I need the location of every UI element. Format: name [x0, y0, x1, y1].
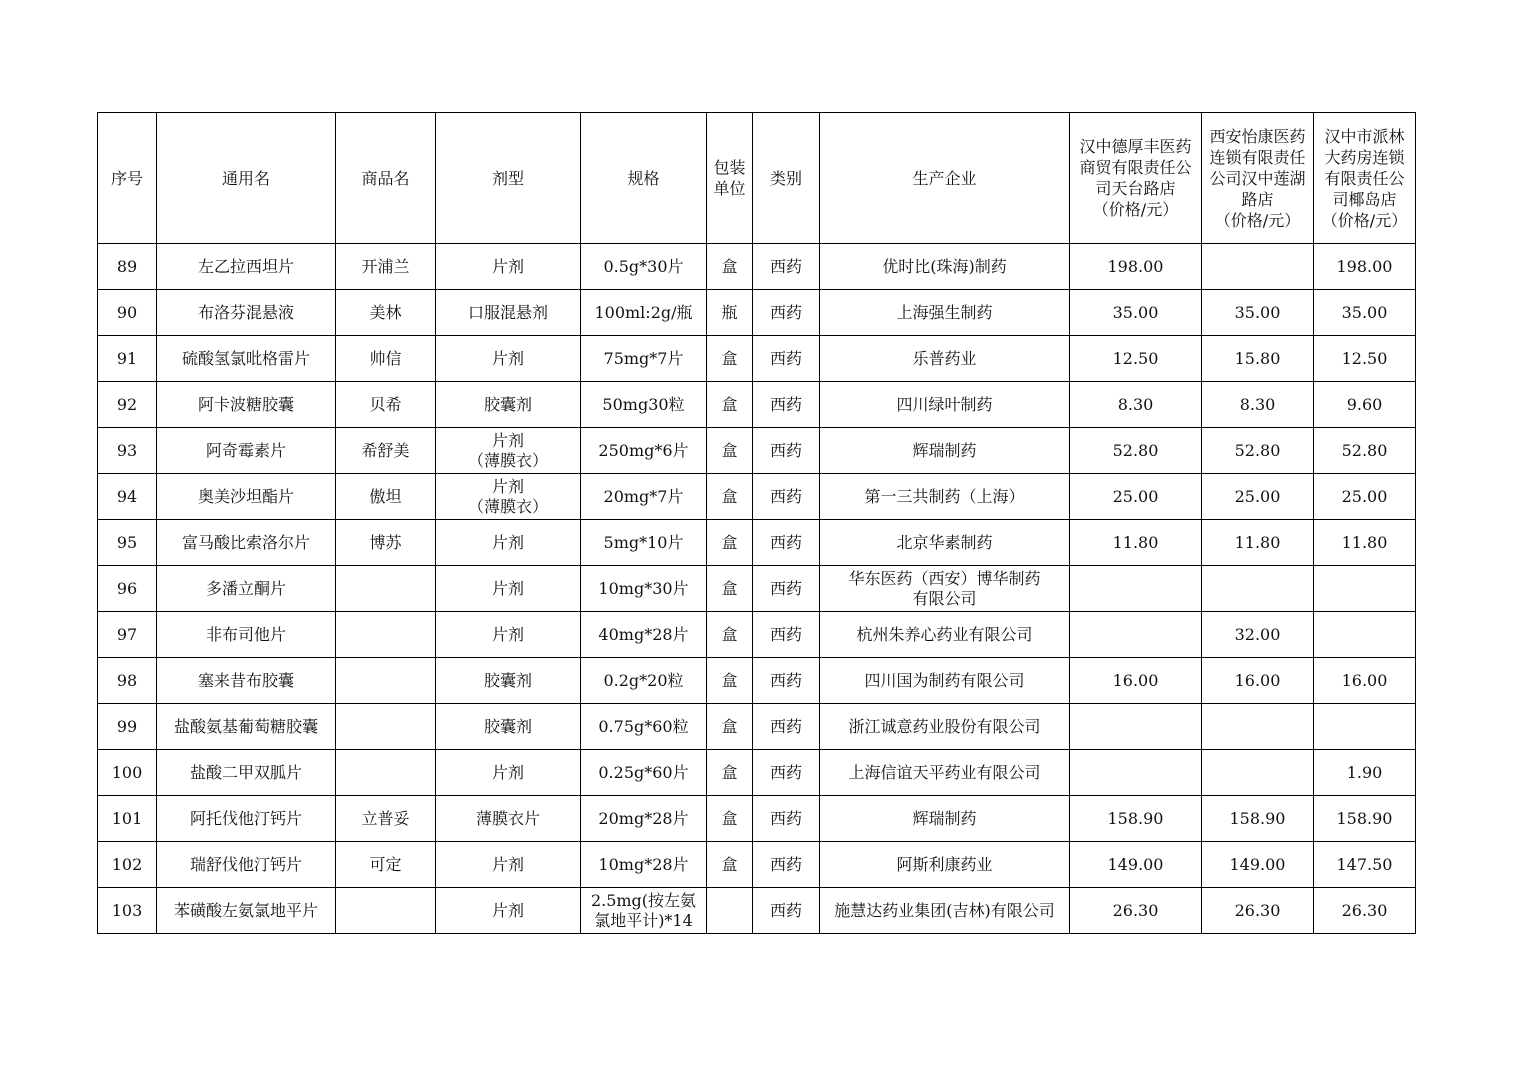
cell-price-store-1: 11.80 — [1070, 520, 1202, 566]
cell-manufacturer: 杭州朱养心药业有限公司 — [820, 612, 1070, 658]
cell-generic-name: 非布司他片 — [157, 612, 336, 658]
cell-dosage-form: 片剂 （薄膜衣） — [436, 474, 581, 520]
cell-dosage-form: 片剂 — [436, 566, 581, 612]
cell-category: 西药 — [753, 612, 820, 658]
cell-package-unit: 盒 — [707, 244, 753, 290]
cell-brand-name: 可定 — [336, 842, 436, 888]
cell-price-store-2: 16.00 — [1202, 658, 1314, 704]
cell-generic-name: 阿托伐他汀钙片 — [157, 796, 336, 842]
cell-dosage-form: 片剂 — [436, 520, 581, 566]
cell-spec: 2.5mg(按左氨 氯地平计)*14 — [581, 888, 707, 934]
cell-category: 西药 — [753, 566, 820, 612]
cell-brand-name — [336, 888, 436, 934]
table-row — [98, 704, 1416, 750]
cell-spec: 0.2g*20粒 — [581, 658, 707, 704]
cell-package-unit: 盒 — [707, 566, 753, 612]
cell-brand-name — [336, 612, 436, 658]
cell-manufacturer: 四川绿叶制药 — [820, 382, 1070, 428]
cell-brand-name: 立普妥 — [336, 796, 436, 842]
cell-price-store-1 — [1070, 704, 1202, 750]
cell-index: 93 — [98, 428, 157, 474]
cell-package-unit: 盒 — [707, 704, 753, 750]
cell-brand-name: 帅信 — [336, 336, 436, 382]
cell-package-unit: 盒 — [707, 796, 753, 842]
cell-category: 西药 — [753, 428, 820, 474]
cell-index: 89 — [98, 244, 157, 290]
cell-price-store-2: 15.80 — [1202, 336, 1314, 382]
cell-spec: 75mg*7片 — [581, 336, 707, 382]
cell-spec: 50mg30粒 — [581, 382, 707, 428]
cell-manufacturer: 四川国为制药有限公司 — [820, 658, 1070, 704]
cell-price-store-3: 1.90 — [1314, 750, 1416, 796]
cell-generic-name: 苯磺酸左氨氯地平片 — [157, 888, 336, 934]
cell-generic-name: 富马酸比索洛尔片 — [157, 520, 336, 566]
cell-price-store-2: 26.30 — [1202, 888, 1314, 934]
cell-index: 100 — [98, 750, 157, 796]
cell-price-store-3: 26.30 — [1314, 888, 1416, 934]
cell-index: 97 — [98, 612, 157, 658]
cell-brand-name — [336, 658, 436, 704]
cell-category: 西药 — [753, 796, 820, 842]
cell-price-store-2: 158.90 — [1202, 796, 1314, 842]
cell-price-store-1: 35.00 — [1070, 290, 1202, 336]
cell-category: 西药 — [753, 750, 820, 796]
cell-index: 91 — [98, 336, 157, 382]
cell-generic-name: 多潘立酮片 — [157, 566, 336, 612]
cell-category: 西药 — [753, 704, 820, 750]
cell-spec: 20mg*7片 — [581, 474, 707, 520]
cell-category: 西药 — [753, 290, 820, 336]
table-row — [98, 428, 1416, 474]
cell-brand-name: 傲坦 — [336, 474, 436, 520]
cell-category: 西药 — [753, 336, 820, 382]
cell-dosage-form: 口服混悬剂 — [436, 290, 581, 336]
col-header-category: 类别 — [753, 113, 820, 244]
table-row — [98, 382, 1416, 428]
cell-price-store-1: 12.50 — [1070, 336, 1202, 382]
cell-spec: 5mg*10片 — [581, 520, 707, 566]
table-row — [98, 658, 1416, 704]
cell-price-store-3: 25.00 — [1314, 474, 1416, 520]
cell-dosage-form: 片剂 — [436, 750, 581, 796]
cell-price-store-2 — [1202, 244, 1314, 290]
cell-dosage-form: 薄膜衣片 — [436, 796, 581, 842]
cell-dosage-form: 片剂 — [436, 888, 581, 934]
table-row — [98, 244, 1416, 290]
cell-price-store-2 — [1202, 566, 1314, 612]
cell-manufacturer: 北京华素制药 — [820, 520, 1070, 566]
table-row — [98, 750, 1416, 796]
table-row — [98, 520, 1416, 566]
cell-dosage-form: 片剂 — [436, 244, 581, 290]
cell-price-store-3: 158.90 — [1314, 796, 1416, 842]
cell-index: 92 — [98, 382, 157, 428]
cell-price-store-1 — [1070, 612, 1202, 658]
table-row — [98, 612, 1416, 658]
table-row — [98, 796, 1416, 842]
cell-price-store-1: 52.80 — [1070, 428, 1202, 474]
cell-manufacturer: 第一三共制药（上海） — [820, 474, 1070, 520]
cell-package-unit: 盒 — [707, 428, 753, 474]
drug-price-table — [97, 112, 1416, 934]
cell-generic-name: 塞来昔布胶囊 — [157, 658, 336, 704]
cell-index: 102 — [98, 842, 157, 888]
cell-dosage-form: 片剂 — [436, 842, 581, 888]
cell-index: 101 — [98, 796, 157, 842]
cell-manufacturer: 阿斯利康药业 — [820, 842, 1070, 888]
cell-spec: 0.75g*60粒 — [581, 704, 707, 750]
col-header-dosage-form: 剂型 — [436, 113, 581, 244]
cell-package-unit: 盒 — [707, 612, 753, 658]
col-header-package-unit: 包装 单位 — [707, 113, 753, 244]
cell-price-store-3: 35.00 — [1314, 290, 1416, 336]
cell-spec: 0.25g*60片 — [581, 750, 707, 796]
cell-dosage-form: 片剂 — [436, 612, 581, 658]
col-header-manufacturer: 生产企业 — [820, 113, 1070, 244]
cell-spec: 0.5g*30片 — [581, 244, 707, 290]
cell-generic-name: 盐酸二甲双胍片 — [157, 750, 336, 796]
cell-price-store-2 — [1202, 704, 1314, 750]
table-body — [98, 244, 1416, 934]
cell-index: 99 — [98, 704, 157, 750]
cell-price-store-1: 8.30 — [1070, 382, 1202, 428]
cell-package-unit — [707, 888, 753, 934]
col-header-price-store-2: 西安怡康医药 连锁有限责任 公司汉中莲湖 路店 （价格/元） — [1202, 113, 1314, 244]
cell-package-unit: 瓶 — [707, 290, 753, 336]
cell-price-store-1: 16.00 — [1070, 658, 1202, 704]
cell-price-store-3 — [1314, 566, 1416, 612]
cell-brand-name: 美林 — [336, 290, 436, 336]
cell-spec: 250mg*6片 — [581, 428, 707, 474]
cell-brand-name: 博苏 — [336, 520, 436, 566]
cell-package-unit: 盒 — [707, 474, 753, 520]
cell-generic-name: 左乙拉西坦片 — [157, 244, 336, 290]
cell-price-store-3: 198.00 — [1314, 244, 1416, 290]
cell-index: 90 — [98, 290, 157, 336]
cell-price-store-2: 8.30 — [1202, 382, 1314, 428]
cell-generic-name: 瑞舒伐他汀钙片 — [157, 842, 336, 888]
cell-price-store-2: 52.80 — [1202, 428, 1314, 474]
cell-price-store-2: 11.80 — [1202, 520, 1314, 566]
cell-category: 西药 — [753, 382, 820, 428]
cell-package-unit: 盒 — [707, 842, 753, 888]
cell-dosage-form: 胶囊剂 — [436, 704, 581, 750]
cell-price-store-1: 25.00 — [1070, 474, 1202, 520]
cell-category: 西药 — [753, 474, 820, 520]
cell-manufacturer: 上海强生制药 — [820, 290, 1070, 336]
col-header-index: 序号 — [98, 113, 157, 244]
cell-spec: 10mg*30片 — [581, 566, 707, 612]
cell-price-store-3: 11.80 — [1314, 520, 1416, 566]
cell-package-unit: 盒 — [707, 750, 753, 796]
cell-manufacturer: 辉瑞制药 — [820, 796, 1070, 842]
cell-price-store-3: 9.60 — [1314, 382, 1416, 428]
table-row — [98, 566, 1416, 612]
cell-price-store-2: 25.00 — [1202, 474, 1314, 520]
table-row — [98, 336, 1416, 382]
cell-price-store-3: 12.50 — [1314, 336, 1416, 382]
cell-brand-name: 贝希 — [336, 382, 436, 428]
cell-generic-name: 阿卡波糖胶囊 — [157, 382, 336, 428]
cell-generic-name: 盐酸氨基葡萄糖胶囊 — [157, 704, 336, 750]
cell-category: 西药 — [753, 842, 820, 888]
cell-brand-name — [336, 704, 436, 750]
cell-dosage-form: 胶囊剂 — [436, 382, 581, 428]
cell-index: 95 — [98, 520, 157, 566]
cell-manufacturer: 施慧达药业集团(吉林)有限公司 — [820, 888, 1070, 934]
cell-price-store-1: 198.00 — [1070, 244, 1202, 290]
col-header-price-store-1: 汉中德厚丰医药 商贸有限责任公 司天台路店 （价格/元） — [1070, 113, 1202, 244]
cell-manufacturer: 辉瑞制药 — [820, 428, 1070, 474]
cell-package-unit: 盒 — [707, 382, 753, 428]
cell-package-unit: 盒 — [707, 658, 753, 704]
cell-price-store-3: 16.00 — [1314, 658, 1416, 704]
cell-generic-name: 奥美沙坦酯片 — [157, 474, 336, 520]
cell-price-store-3 — [1314, 612, 1416, 658]
cell-brand-name — [336, 750, 436, 796]
cell-index: 103 — [98, 888, 157, 934]
cell-package-unit: 盒 — [707, 336, 753, 382]
col-header-generic-name: 通用名 — [157, 113, 336, 244]
cell-brand-name: 希舒美 — [336, 428, 436, 474]
col-header-brand-name: 商品名 — [336, 113, 436, 244]
col-header-spec: 规格 — [581, 113, 707, 244]
table-row — [98, 474, 1416, 520]
cell-price-store-1 — [1070, 750, 1202, 796]
cell-brand-name: 开浦兰 — [336, 244, 436, 290]
cell-price-store-1 — [1070, 566, 1202, 612]
cell-spec: 20mg*28片 — [581, 796, 707, 842]
table-row — [98, 842, 1416, 888]
cell-manufacturer: 上海信谊天平药业有限公司 — [820, 750, 1070, 796]
cell-price-store-3: 147.50 — [1314, 842, 1416, 888]
cell-dosage-form: 片剂 （薄膜衣） — [436, 428, 581, 474]
cell-brand-name — [336, 566, 436, 612]
cell-spec: 10mg*28片 — [581, 842, 707, 888]
header-row — [98, 113, 1416, 244]
cell-category: 西药 — [753, 658, 820, 704]
cell-index: 98 — [98, 658, 157, 704]
cell-price-store-2: 149.00 — [1202, 842, 1314, 888]
cell-generic-name: 阿奇霉素片 — [157, 428, 336, 474]
cell-spec: 100ml:2g/瓶 — [581, 290, 707, 336]
cell-price-store-3: 52.80 — [1314, 428, 1416, 474]
cell-manufacturer: 优时比(珠海)制药 — [820, 244, 1070, 290]
cell-price-store-2: 35.00 — [1202, 290, 1314, 336]
cell-price-store-3 — [1314, 704, 1416, 750]
cell-category: 西药 — [753, 244, 820, 290]
cell-price-store-2: 32.00 — [1202, 612, 1314, 658]
cell-index: 96 — [98, 566, 157, 612]
cell-price-store-1: 158.90 — [1070, 796, 1202, 842]
cell-dosage-form: 片剂 — [436, 336, 581, 382]
cell-dosage-form: 胶囊剂 — [436, 658, 581, 704]
table-row — [98, 290, 1416, 336]
cell-price-store-1: 26.30 — [1070, 888, 1202, 934]
cell-generic-name: 布洛芬混悬液 — [157, 290, 336, 336]
cell-price-store-1: 149.00 — [1070, 842, 1202, 888]
table-row — [98, 888, 1416, 934]
col-header-price-store-3: 汉中市派林 大药房连锁 有限责任公 司椰岛店 （价格/元） — [1314, 113, 1416, 244]
cell-manufacturer: 华东医药（西安）博华制药 有限公司 — [820, 566, 1070, 612]
cell-manufacturer: 浙江诚意药业股份有限公司 — [820, 704, 1070, 750]
cell-category: 西药 — [753, 520, 820, 566]
cell-package-unit: 盒 — [707, 520, 753, 566]
cell-category: 西药 — [753, 888, 820, 934]
cell-price-store-2 — [1202, 750, 1314, 796]
cell-spec: 40mg*28片 — [581, 612, 707, 658]
cell-generic-name: 硫酸氢氯吡格雷片 — [157, 336, 336, 382]
cell-manufacturer: 乐普药业 — [820, 336, 1070, 382]
cell-index: 94 — [98, 474, 157, 520]
